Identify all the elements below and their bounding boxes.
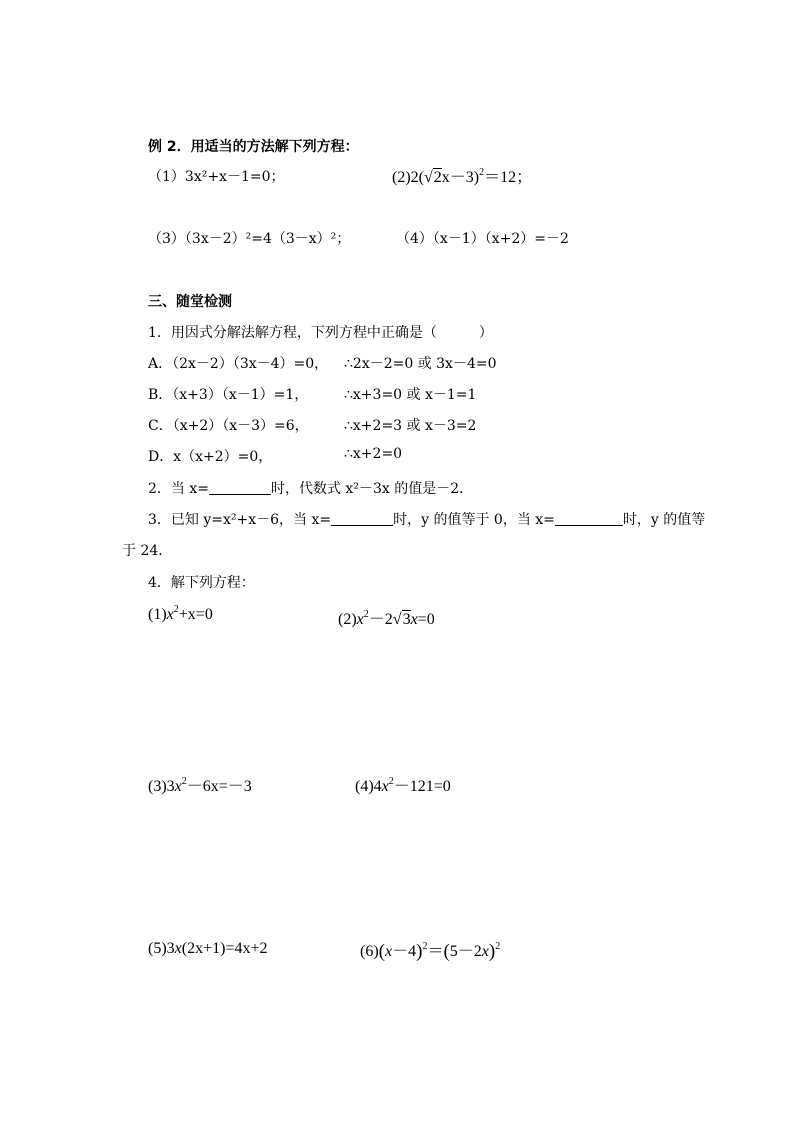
question-1: 1．用因式分解法解方程，下列方程中正确是（ ） (148, 325, 493, 341)
section-heading: 三、随堂检测 (148, 294, 232, 310)
option-d-right: ∴x+2=0 (344, 446, 403, 462)
equation-4: $(4)4x^2-121=0$ (355, 776, 451, 795)
question-3-cont: 于 24． (122, 543, 173, 559)
example-heading: 例 2．用适当的方法解下列方程： (148, 139, 359, 155)
equation-5: (5)3x(2x+1)=4x+2 (148, 940, 268, 957)
equation-1: $(1)x^2+x=0$ (148, 604, 213, 623)
equation-6: $(6)(x-4)^2=(5-2x)^2$ (360, 941, 501, 962)
example-problem-2: $(2)2(√2x-3)^2=12$； (392, 167, 533, 186)
answer-blank[interactable] (331, 511, 393, 526)
example-problem-3: （3）（3x－2）²=4（3－x）²； (148, 231, 351, 247)
option-d-left: D．x（x+2）=0， (148, 449, 273, 465)
option-a-left: A．（2x－2）（3x－4）=0， (148, 356, 329, 372)
equation-2: $(2)x^2-2√3x=0$ (338, 609, 435, 628)
equation-3: $(3)3x^2-6x=-3$ (148, 776, 252, 795)
option-b-right: ∴x+3=0 或 x－1=1 (344, 387, 477, 403)
question-2: 2．当 x= 时，代数式 x²－3x 的值是－2． (148, 481, 474, 497)
option-a-right: ∴2x－2=0 或 3x－4=0 (344, 356, 497, 372)
option-c-left: C．（x+2）（x－3）=6， (148, 418, 309, 434)
example-problem-4: （4）（x－1）（x+2）=－2 (396, 231, 569, 247)
question-3: 3．已知 y=x²+x－6，当 x= 时，y 的值等于 0，当 x= 时，y 的值等 (148, 512, 706, 528)
answer-blank[interactable] (555, 511, 623, 526)
question-4: 4．解下列方程： (148, 575, 255, 591)
option-b-left: B．（x+3）（x－1）=1， (148, 387, 309, 403)
example-problem-1: （1）3x²+x－1=0； (148, 169, 285, 185)
option-c-right: ∴x+2=3 或 x－3=2 (344, 418, 477, 434)
answer-blank[interactable] (209, 480, 271, 495)
